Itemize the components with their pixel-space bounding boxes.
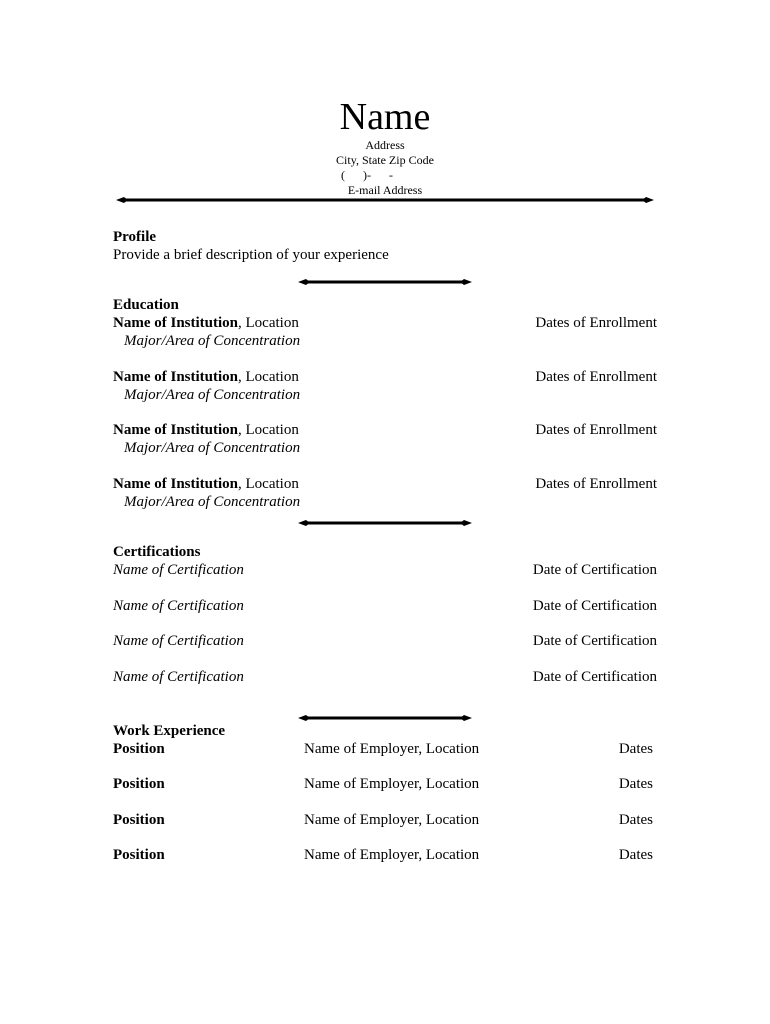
position-title: Position (113, 741, 165, 757)
work-dates: Dates (618, 847, 653, 863)
work-dates: Dates (618, 812, 653, 828)
header-divider (114, 194, 656, 206)
certification-date: Date of Certification (532, 633, 657, 649)
major-concentration: Major/Area of Concentration (124, 440, 301, 456)
enrollment-dates: Dates of Enrollment (535, 315, 657, 331)
position-title: Position (113, 847, 165, 863)
enrollment-dates: Dates of Enrollment (535, 476, 657, 492)
education-heading: Education (113, 297, 179, 313)
employer-location: Name of Employer, Location (304, 741, 480, 757)
certification-name: Name of Certification (113, 562, 244, 578)
section-divider (296, 517, 474, 529)
certification-date: Date of Certification (532, 562, 657, 578)
employer-location: Name of Employer, Location (304, 776, 480, 792)
enrollment-dates: Dates of Enrollment (535, 422, 657, 438)
position-title: Position (113, 812, 165, 828)
major-concentration: Major/Area of Concentration (124, 387, 301, 403)
address-line: Address (365, 138, 405, 152)
email-line: E-mail Address (347, 183, 423, 197)
certification-name: Name of Certification (113, 633, 244, 649)
major-concentration: Major/Area of Concentration (124, 494, 301, 510)
work-experience-heading: Work Experience (113, 723, 226, 739)
city-state-zip-line: City, State Zip Code (336, 153, 434, 167)
work-dates: Dates (618, 741, 653, 757)
certification-name: Name of Certification (113, 598, 244, 614)
enrollment-dates: Dates of Enrollment (535, 369, 657, 385)
employer-location: Name of Employer, Location (304, 847, 480, 863)
institution-location: , Location (238, 422, 299, 438)
institution-location: , Location (238, 476, 299, 492)
profile-text: Provide a brief description of your experience (113, 247, 389, 263)
institution-location: , Location (238, 369, 299, 385)
section-divider (296, 276, 474, 288)
major-concentration: Major/Area of Concentration (124, 333, 301, 349)
phone-line: ( )- - (341, 168, 393, 182)
section-divider (296, 712, 474, 724)
education-institution-line (113, 475, 299, 493)
institution-name: Name of Institution (113, 369, 239, 385)
position-title: Position (113, 776, 165, 792)
education-institution-line (113, 314, 299, 332)
certification-date: Date of Certification (532, 598, 657, 614)
employer-location: Name of Employer, Location (304, 812, 480, 828)
education-institution-line (113, 368, 299, 386)
certification-date: Date of Certification (532, 669, 657, 685)
institution-name: Name of Institution (113, 422, 239, 438)
certification-name: Name of Certification (113, 669, 244, 685)
institution-location: , Location (238, 315, 299, 331)
resume-name: Name (339, 96, 431, 138)
profile-heading: Profile (113, 229, 157, 245)
certifications-heading: Certifications (113, 544, 201, 560)
work-dates: Dates (618, 776, 653, 792)
education-institution-line (113, 421, 299, 439)
institution-name: Name of Institution (113, 315, 239, 331)
institution-name: Name of Institution (113, 476, 239, 492)
